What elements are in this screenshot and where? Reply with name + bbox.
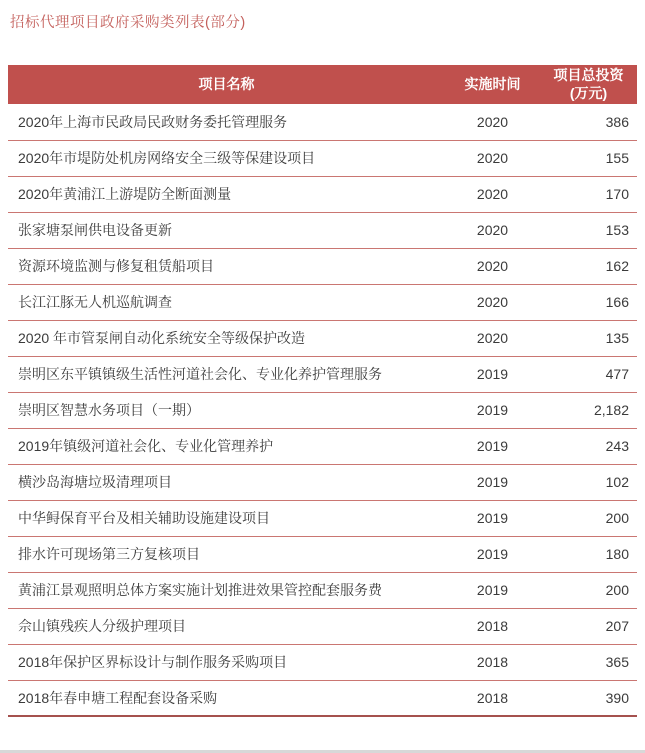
column-header-implementation-time	[445, 65, 540, 104]
project-name-cell: 崇明区智慧水务项目（一期）	[8, 392, 445, 428]
total-investment-cell: 243	[540, 428, 637, 464]
table-row	[8, 464, 637, 500]
implementation-time-cell: 2019	[445, 500, 540, 536]
table-row	[8, 608, 637, 644]
implementation-time-cell: 2018	[445, 608, 540, 644]
column-header-total-investment-unit: (万元)	[569, 84, 608, 101]
implementation-time-cell: 2018	[445, 644, 540, 680]
table-row	[8, 500, 637, 536]
project-name-cell: 佘山镇残疾人分级护理项目	[8, 608, 445, 644]
total-investment-cell: 2,182	[540, 392, 637, 428]
project-name-cell: 2020年黄浦江上游堤防全断面测量	[8, 176, 445, 212]
project-name-cell: 崇明区东平镇镇级生活性河道社会化、专业化养护管理服务	[8, 356, 445, 392]
project-name-cell: 资源环境监测与修复租赁船项目	[8, 248, 445, 284]
total-investment-cell: 155	[540, 140, 637, 176]
column-header-total-investment-label: 项目总投资	[553, 67, 624, 83]
table-row	[8, 176, 637, 212]
table-row	[8, 644, 637, 680]
procurement-table	[8, 65, 637, 717]
total-investment-cell: 477	[540, 356, 637, 392]
table-header	[8, 65, 637, 104]
implementation-time-cell: 2020	[445, 104, 540, 140]
column-header-project-name	[8, 65, 445, 104]
total-investment-cell: 102	[540, 464, 637, 500]
implementation-time-cell: 2018	[445, 680, 540, 716]
total-investment-cell: 135	[540, 320, 637, 356]
implementation-time-cell: 2020	[445, 248, 540, 284]
project-name-cell: 2020年上海市民政局民政财务委托管理服务	[8, 104, 445, 140]
total-investment-cell: 170	[540, 176, 637, 212]
table-row	[8, 392, 637, 428]
table-row	[8, 320, 637, 356]
implementation-time-cell: 2019	[445, 356, 540, 392]
project-name-cell: 横沙岛海塘垃圾清理项目	[8, 464, 445, 500]
total-investment-cell: 207	[540, 608, 637, 644]
column-header-project-name-label: 项目名称	[198, 75, 255, 92]
implementation-time-cell: 2019	[445, 392, 540, 428]
total-investment-cell: 180	[540, 536, 637, 572]
column-header-total-investment	[540, 65, 637, 104]
table-row	[8, 104, 637, 140]
table-body	[8, 104, 637, 716]
implementation-time-cell: 2020	[445, 212, 540, 248]
total-investment-cell: 200	[540, 572, 637, 608]
total-investment-cell: 365	[540, 644, 637, 680]
implementation-time-cell: 2020	[445, 140, 540, 176]
table-row	[8, 428, 637, 464]
project-name-cell: 2020年市堤防处机房网络安全三级等保建设项目	[8, 140, 445, 176]
project-name-cell: 2018年春申塘工程配套设备采购	[8, 680, 445, 716]
table-row	[8, 536, 637, 572]
total-investment-cell: 153	[540, 212, 637, 248]
table-header-row	[8, 65, 637, 104]
total-investment-cell: 200	[540, 500, 637, 536]
project-name-cell: 2019年镇级河道社会化、专业化管理养护	[8, 428, 445, 464]
project-name-cell: 中华鲟保育平台及相关辅助设施建设项目	[8, 500, 445, 536]
project-name-cell: 长江江豚无人机巡航调查	[8, 284, 445, 320]
page-title: 招标代理项目政府采购类列表(部分)	[10, 15, 246, 31]
implementation-time-cell: 2019	[445, 572, 540, 608]
project-name-cell: 排水许可现场第三方复核项目	[8, 536, 445, 572]
table-row	[8, 572, 637, 608]
column-header-implementation-time-label: 实施时间	[464, 75, 521, 92]
implementation-time-cell: 2020	[445, 320, 540, 356]
project-name-cell: 2018年保护区界标设计与制作服务采购项目	[8, 644, 445, 680]
implementation-time-cell: 2019	[445, 428, 540, 464]
table-row	[8, 680, 637, 716]
total-investment-cell: 386	[540, 104, 637, 140]
project-name-cell: 张家塘泵闸供电设备更新	[8, 212, 445, 248]
implementation-time-cell: 2019	[445, 464, 540, 500]
total-investment-cell: 166	[540, 284, 637, 320]
implementation-time-cell: 2020	[445, 284, 540, 320]
table-row	[8, 140, 637, 176]
project-name-cell: 2020 年市管泵闸自动化系统安全等级保护改造	[8, 320, 445, 356]
project-name-cell: 黄浦江景观照明总体方案实施计划推进效果管控配套服务费	[8, 572, 445, 608]
implementation-time-cell: 2019	[445, 536, 540, 572]
table-row	[8, 356, 637, 392]
table-row	[8, 248, 637, 284]
table-row	[8, 212, 637, 248]
total-investment-cell: 162	[540, 248, 637, 284]
implementation-time-cell: 2020	[445, 176, 540, 212]
total-investment-cell: 390	[540, 680, 637, 716]
table-row	[8, 284, 637, 320]
